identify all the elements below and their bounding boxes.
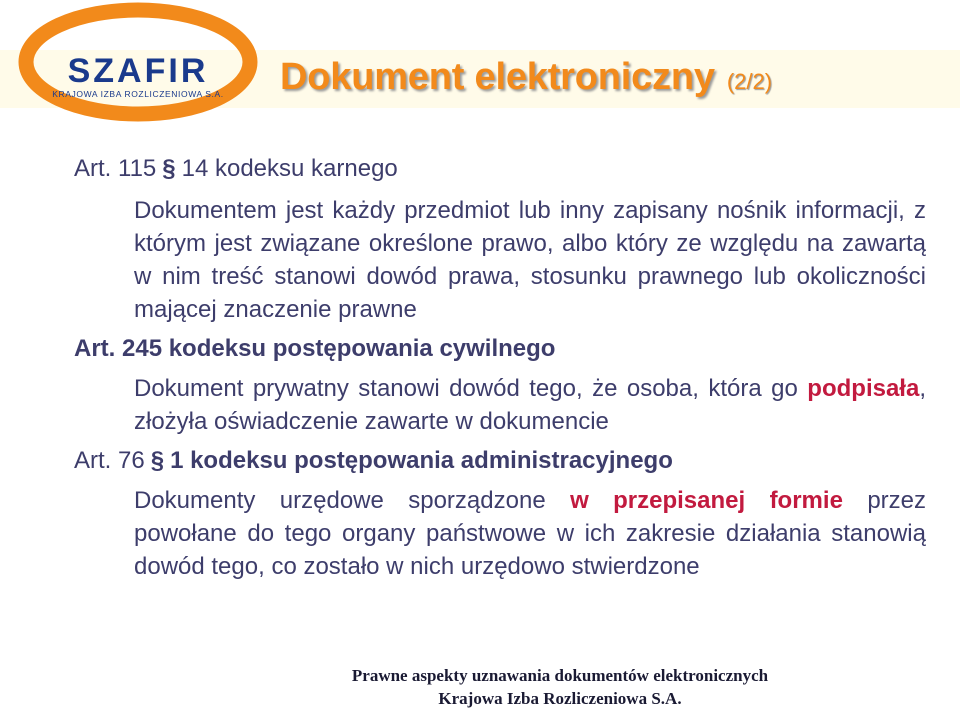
article-text-115: Dokumentem jest każdy przedmiot lub inny zapisany nośnik informacji, z którym jest związane określone prawo, albo który ze względu na zawartą w nim treść stanowi dowód prawa, stosunku prawnego lub okoliczności mającej znaczenie prawne [134,197,926,323]
article-heading-245: Art. 245 kodeksu postępowania cywilnego [74,335,556,362]
highlight-term: w przepisanej formie [570,487,843,514]
article-heading-115 [74,152,934,186]
article-text-76 [134,484,926,583]
section-symbol: § [162,155,176,182]
article-text-245 [134,372,926,438]
article-number: Art. 76 [74,447,145,474]
slide-footer [180,664,940,710]
slide-content [74,152,934,583]
page-title [280,56,772,106]
text-segment: Dokumenty urzędowe sporządzone [134,487,571,514]
logo-name: SZAFIR [67,52,209,90]
article-source: 14 kodeksu karnego [181,155,398,182]
text-segment: Dokument prywatny stanowi dowód tego, że osoba, która go [134,375,808,402]
szafir-logo [0,0,272,135]
article-number: Art. 115 [74,155,157,182]
footer-title: Prawne aspekty uznawania dokumentów elektronicznych [351,666,769,685]
section-symbol: § [150,447,165,474]
text-segment: , złożyła oświadczenie zawarte w dokumencie [134,375,926,435]
article-heading-76 [74,444,934,478]
highlight-term: podpisała [807,375,920,402]
title-text: Dokument elektroniczny [280,56,715,98]
logo-subtitle: KRAJOWA IZBA ROZLICZENIOWA S.A. [52,89,224,99]
page-indicator: (2/2) [726,69,773,94]
footer-company: Krajowa Izba Rozliczeniowa S.A. [438,689,682,708]
article-source: 1 kodeksu postępowania administracyjnego [170,447,673,474]
text-segment: przez powołane do tego organy państwowe w ich zakresie działania stanowią dowód tego, co zostało w nich urzędowo stwierdzone [134,487,927,580]
